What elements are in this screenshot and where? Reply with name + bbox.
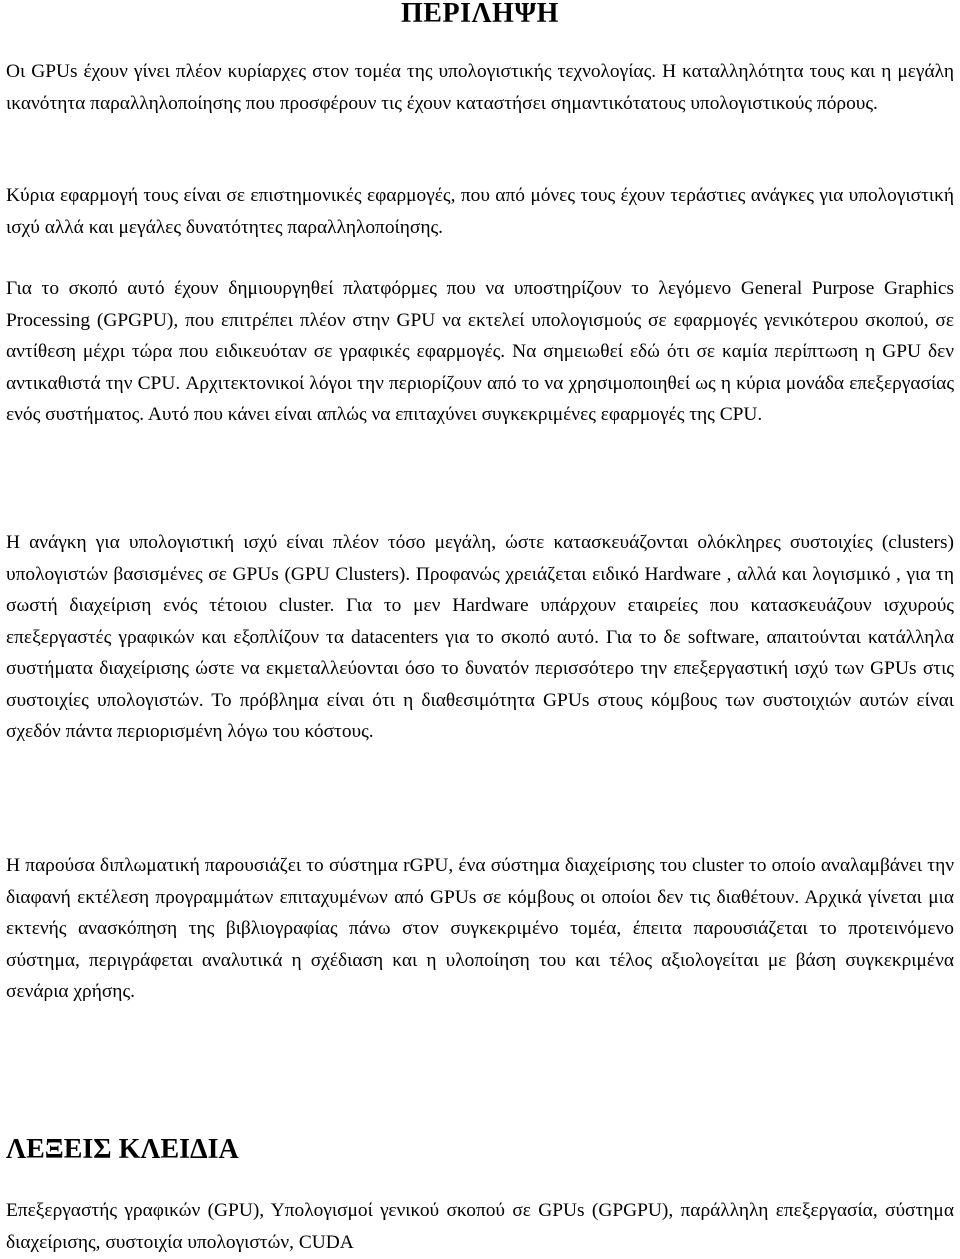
abstract-paragraph-4: Η ανάγκη για υπολογιστική ισχύ είναι πλέον τόσο μεγάλη, ώστε κατασκευάζονται ολόκληρες συστοιχίες (clusters) υπολογιστών βασισμένες σε GPUs (GPU Clusters). Προφανώς χρειάζεται ειδικό Hardware , αλλά και λογισμικό , για τη σωστή διαχείριση ενός τέτοιου cluster. Για το μεν Hardware υπάρχουν εταιρείες που κατασκευάζουν ισχυρούς επεξεργαστές γραφικών και εξοπλίζουν τα datacenters για το σκοπό αυτό. Για το δε software, απαιτούνται κατάλληλα συστήματα διαχείρισης ώστε να εκμεταλλεύονται όσο το δυνατόν περισσότερο την επεξεργαστική ισχύ των GPUs στις συστοιχίες υπολογιστών. Το πρόβλημα είναι ότι η διαθεσιμότητα GPUs στους κόμβους των συστοιχιών αυτών είναι σχεδόν πάντα περιορισμένη λόγω του κόστους. xyxy=(6,532,954,742)
abstract-paragraph-2: Κύρια εφαρμογή τους είναι σε επιστημονικές εφαρμογές, που από μόνες τους έχουν τεράστιες ανάγκες για υπολογιστική ισχύ αλλά και μεγάλες δυνατότητες παραλληλοποίησης. xyxy=(6,185,954,238)
abstract-paragraph-1: Οι GPUs έχουν γίνει πλέον κυρίαρχες στον τομέα της υπολογιστικής τεχνολογίας. Η καταλληλότητα τους και η μεγάλη ικανότητα παραλληλοποίησης που προσφέρουν τις έχουν καταστήσει σημαντικότατους υπολογιστικούς πόρους. xyxy=(6,61,954,114)
keywords-text: Επεξεργαστής γραφικών (GPU), Υπολογισμοί γενικού σκοπού σε GPUs (GPGPU), παράλληλη επεξεργασία, σύστημα διαχείρισης, συστοιχία υπολογιστών, CUDA xyxy=(6,1200,954,1253)
title-wrapper xyxy=(6,0,954,30)
page-title: ΠΕΡΙΛΗΨΗ xyxy=(401,0,559,29)
abstract-paragraph-3: Για το σκοπό αυτό έχουν δημιουργηθεί πλατφόρμες που να υποστηρίζουν το λεγόμενο General Purpose Graphics Processing (GPGPU), που επιτρέπει πλέον στην GPU να εκτελεί υπολογισμούς σε εφαρμογές γενικότερου σκοπού, σε αντίθεση μέχρι τώρα που ειδικευόταν σε γραφικές εφαρμογές. Να σημειωθεί εδώ ότι σε καμία περίπτωση η GPU δεν αντικαθιστά την CPU. Αρχιτεκτονικοί λόγοι την περιορίζουν από το να χρησιμοποιηθεί ως η κύρια μονάδα επεξεργασίας ενός συστήματος. Αυτό που κάνει είναι απλώς να επιταχύνει συγκεκριμένες εφαρμογές της CPU. xyxy=(6,278,954,425)
abstract-paragraph-5: Η παρούσα διπλωματική παρουσιάζει το σύστημα rGPU, ένα σύστημα διαχείρισης του cluster το οποίο αναλαμβάνει την διαφανή εκτέλεση προγραμμάτων επιταχυμένων από GPUs σε κόμβους οι οποίοι δεν τις διαθέτουν. Αρχικά γίνεται μια εκτενής ανασκόπηση της βιβλιογραφίας πάνω στον συγκεκριμένο τομέα, έπειτα παρουσιάζεται το προτεινόμενο σύστημα, περιγράφεται αναλυτικά η σχέδιαση και η υλοποίηση του και τέλος αξιολογείται με βάση συγκεκριμένα σενάρια χρήσης. xyxy=(6,855,954,1002)
keywords-heading: ΛΕΞΕΙΣ ΚΛΕΙΔΙΑ xyxy=(6,1134,239,1165)
